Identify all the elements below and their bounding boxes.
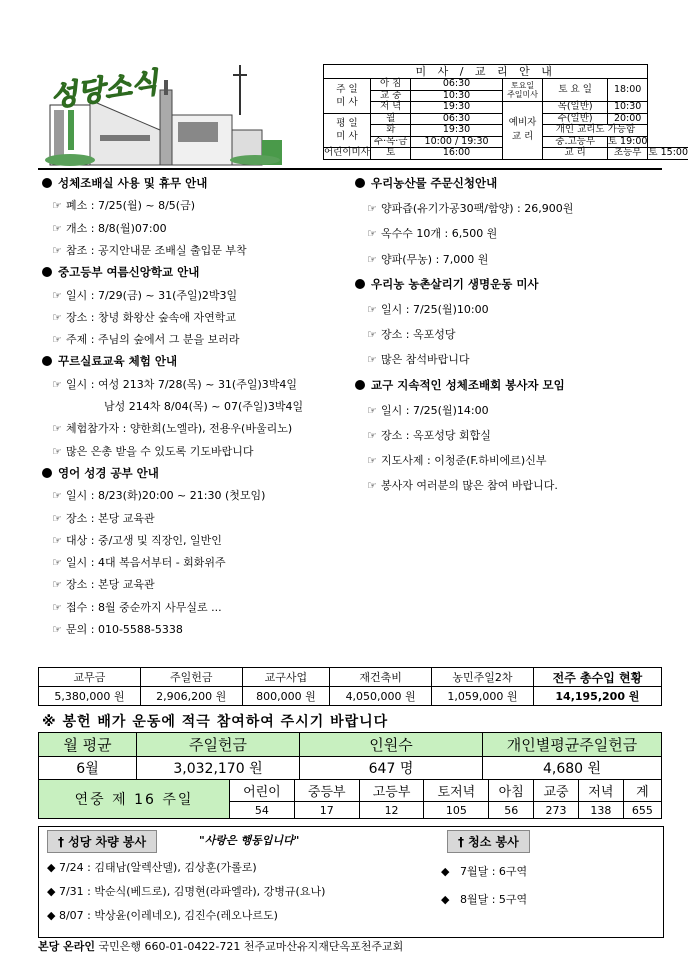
attendance-header: 어린이 [230, 780, 295, 802]
sunday-row-time: 06:30 [411, 79, 502, 91]
notice-item [52, 197, 195, 213]
average-value: 647 명 [300, 757, 483, 780]
catechism-row-time: 10:30 [607, 102, 648, 114]
notice-item [52, 443, 254, 459]
notice-item [367, 251, 488, 267]
pointing-hand-icon: ☞ [367, 202, 377, 216]
sunday-row-name: 교 중 [370, 90, 411, 102]
notice-section-title-text: 성체조배실 사용 및 휴무 안내 [58, 176, 208, 190]
notice-section-title [42, 264, 199, 280]
bullet-icon [355, 178, 365, 188]
pointing-hand-icon: ☞ [52, 333, 62, 347]
pointing-hand-icon: ☞ [52, 556, 62, 570]
catechism-row-name: 목(일반) [543, 102, 607, 114]
car-service-item: ◆ 8/07 : 박상윤(이레네오), 김진수(레오나르도) [47, 909, 278, 922]
notice-item [52, 376, 297, 392]
car-service-item-text: 8/07 : 박상윤(이레네오), 김진수(레오나르도) [58, 909, 278, 922]
notice-item-text: 장소 : 옥포성당 회합실 [381, 429, 491, 442]
notice-item-text: 주제 : 주님의 숲에서 그 분을 보러라 [66, 333, 240, 347]
pointing-hand-icon: ☞ [52, 578, 62, 592]
weekday-row-name: 화 [370, 125, 411, 137]
pointing-hand-icon: ☞ [367, 479, 377, 493]
notice-item [52, 487, 265, 503]
notice-item-text: 많은 은총 받을 수 있도록 기도바랍니다 [66, 444, 254, 458]
offering-appeal: ※ 봉헌 배가 운동에 적극 참여하여 주시기 바랍니다 [42, 714, 389, 730]
notice-section-title-text: 꾸르실료교육 체험 안내 [58, 354, 178, 369]
bullet-icon [42, 267, 52, 277]
cleaning-service-title: † 청소 봉사 [447, 830, 530, 853]
weekday-wedfri-name: 수·목·금 [370, 136, 411, 148]
notice-section-title [42, 465, 159, 481]
notice-item [52, 420, 292, 436]
notice-section-title [355, 377, 565, 393]
bullet-icon [42, 356, 52, 366]
attendance-value: 56 [489, 802, 534, 819]
finance-header: 농민주일2차 [432, 668, 534, 687]
pointing-hand-icon: ☞ [52, 310, 62, 324]
catechism-row-name: 수(일반) [543, 113, 607, 125]
pointing-hand-icon: ☞ [367, 353, 377, 367]
notice-item-text: 대상 : 중/고생 및 직장인, 일반인 [66, 533, 222, 547]
finance-value: 5,380,000 원 [39, 687, 141, 706]
pointing-hand-icon: ☞ [52, 199, 62, 213]
car-service-title: † 성당 차량 봉사 [47, 830, 157, 853]
attendance-value: 138 [578, 802, 623, 819]
finance-value: 4,050,000 원 [330, 687, 432, 706]
saturday-mass-label: 토요일 주일미사 [502, 79, 543, 102]
finance-total-value: 14,195,200 원 [533, 687, 661, 706]
sunday-mass-label: 주 일 미 사 [324, 79, 371, 114]
notice-section-title [355, 276, 539, 292]
weekday-wedfri-time: 10:00 / 19:30 [411, 136, 502, 148]
pointing-hand-icon: ☞ [367, 303, 377, 316]
notice-item [367, 326, 455, 342]
catechism-row-time: 20:00 [607, 113, 648, 125]
notice-item-text: 옥수수 10개 : 6,500 원 [381, 227, 498, 241]
weekday-row-time: 19:30 [411, 125, 502, 137]
attendance-value: 54 [230, 802, 295, 819]
notice-item-text: 장소 : 옥포성당 [381, 328, 456, 342]
notice-section-title [42, 175, 207, 191]
pointing-hand-icon: ☞ [52, 533, 62, 547]
notice-item-text: 개소 : 8/8(월)07:00 [66, 221, 167, 235]
average-value: 6월 [39, 757, 137, 780]
cleaning-service-item: ◆ 7월달 : 6구역 [441, 865, 528, 878]
cleaning-service-item-text: 8월달 : 5구역 [459, 893, 528, 906]
notice-item [367, 200, 573, 216]
logo-title: 성당소식 [48, 65, 161, 114]
bullet-icon [42, 468, 52, 478]
notice-item [52, 532, 222, 548]
notice-section-title-text: 우리농산물 주문신청안내 [371, 176, 498, 190]
notice-section-title-text: 영어 성경 공부 안내 [58, 465, 159, 480]
notice-item-text: 장소 : 창녕 화왕산 숲속애 자연학교 [66, 310, 236, 324]
catechism-row-name: 중.고등부 [543, 136, 607, 148]
average-value: 4,680 원 [483, 757, 662, 780]
average-header: 인원수 [300, 733, 483, 757]
attendance-value: 105 [424, 802, 489, 819]
pointing-hand-icon: ☞ [52, 511, 62, 525]
average-header: 주일헌금 [137, 733, 300, 757]
car-service-item-text: 7/31 : 박순식(베드로), 김명현(라파엘라), 강병규(요나) [58, 885, 326, 898]
notice-item-text: 일시 : 7/29(금) ~ 31(주일)2박3일 [66, 288, 238, 302]
notice-item [52, 510, 155, 526]
notice-item-text: 일시 : 8/23(화)20:00 ~ 21:30 (첫모임) [66, 489, 266, 503]
notice-item-text: 봉사자 여러분의 많은 참여 바랍니다. [381, 479, 558, 493]
attendance-value: 12 [359, 802, 424, 819]
notice-item [367, 402, 489, 418]
notice-item-text: 지도사제 : 이청준(F.하비에르)신부 [381, 454, 547, 468]
finance-value: 800,000 원 [242, 687, 330, 706]
pointing-hand-icon: ☞ [52, 623, 62, 636]
catechism-row-time: 토 19:00 [607, 135, 648, 147]
notice-item [367, 351, 470, 367]
footer-label: 본당 온라인 [38, 940, 95, 953]
notice-item-text: 문의 : 010-5588-5338 [66, 623, 183, 636]
elementary-label: 교 리 [543, 148, 607, 160]
car-service-item: ◆ 7/31 : 박순식(베드로), 김명현(라파엘라), 강병규(요나) [47, 885, 326, 898]
notice-item [367, 225, 497, 241]
attendance-value: 273 [534, 802, 579, 819]
notice-item-text: 일시 : 여성 213차 7/28(목) ~ 31(주일)3박4일 [66, 377, 298, 391]
average-value: 3,032,170 원 [137, 757, 300, 780]
notice-item [104, 398, 303, 414]
weekday-mass-label: 평 일 미 사 [324, 113, 371, 148]
pointing-hand-icon: ☞ [367, 429, 377, 442]
notice-item [367, 452, 546, 468]
notice-item [367, 301, 489, 317]
attendance-value: 655 [623, 802, 661, 819]
parish-logo [40, 60, 290, 170]
notice-section-title-text: 우리농 농촌살리기 생명운동 미사 [371, 276, 539, 291]
saturday-time: 18:00 [607, 79, 648, 102]
car-service-motto: "사랑은 행동입니다" [199, 834, 300, 847]
notice-item-text: 남성 214차 8/04(목) ~ 07(주일)3박4일 [104, 400, 304, 413]
finance-table [38, 667, 662, 706]
pointing-hand-icon: ☞ [367, 403, 377, 417]
header-divider [38, 168, 662, 170]
notice-item [367, 477, 558, 493]
notice-item-text: 장소 : 본당 교육관 [66, 511, 155, 525]
weekday-row-time: 06:30 [411, 113, 502, 125]
finance-header: 재건축비 [330, 668, 432, 687]
sunday-row-name: 저 녁 [370, 102, 411, 114]
children-mass-day: 토 [370, 148, 411, 160]
pointing-hand-icon: ☞ [52, 221, 62, 235]
notice-item [52, 331, 239, 347]
notice-item-text: 참조 : 공지안내문 조배실 출입문 부착 [66, 243, 247, 257]
saturday-day: 토 요 일 [543, 79, 607, 102]
attendance-header: 교중 [534, 780, 579, 802]
attendance-header: 아침 [489, 780, 534, 802]
pointing-hand-icon: ☞ [367, 252, 377, 266]
cleaning-service-item-text: 7월달 : 6구역 [459, 865, 528, 878]
notice-item [52, 309, 236, 325]
notice-item-text: 일시 : 7/25(월)10:00 [381, 303, 489, 316]
finance-header: 교구사업 [242, 668, 330, 687]
attendance-header: 저녁 [578, 780, 623, 802]
average-header: 개인별평균주일헌금 [483, 733, 662, 757]
attendance-header: 토저녁 [424, 780, 489, 802]
notice-item-text: 체험참가자 : 양한희(노엘라), 전용우(바울리노) [66, 422, 293, 436]
attendance-value: 17 [294, 802, 359, 819]
sunday-row-time: 19:30 [411, 102, 502, 114]
notice-section-title [42, 353, 177, 369]
car-service-item-text: 7/24 : 김태남(알렉산델), 김상훈(가롤로) [58, 861, 257, 874]
cleaning-service-item: ◆ 8월달 : 5구역 [441, 893, 528, 906]
bullet-icon [355, 380, 365, 390]
notice-item-text: 일시 : 7/25(월)14:00 [381, 403, 489, 417]
notice-item [52, 220, 167, 236]
pointing-hand-icon: ☞ [52, 444, 62, 458]
attendance-table [38, 779, 662, 819]
bullet-icon [42, 178, 52, 188]
notice-item-text: 양파(무농) : 7,000 원 [381, 252, 489, 266]
notice-item [52, 554, 226, 570]
notice-section-title [355, 175, 497, 191]
notice-section-title-text: 교구 지속적인 성체조배회 봉사자 모임 [371, 377, 565, 392]
pointing-hand-icon: ☞ [52, 243, 62, 257]
pointing-hand-icon: ☞ [52, 422, 62, 436]
notice-item-text: 일시 : 4대 복음서부터 - 회화위주 [66, 556, 226, 570]
notice-item-text: 장소 : 본당 교육관 [66, 578, 155, 592]
average-header: 월 평균 [39, 733, 137, 757]
pointing-hand-icon: ☞ [367, 328, 377, 342]
notice-item [52, 242, 247, 258]
attendance-header: 계 [623, 780, 661, 802]
finance-header: 교무금 [39, 668, 141, 687]
average-table [38, 732, 662, 780]
notice-section-title-text: 중고등부 여름신앙학교 안내 [58, 265, 200, 280]
catechism-row-name: 개인 교리도 가능함 [543, 125, 648, 137]
mass-schedule-table [323, 64, 688, 160]
finance-value: 1,059,000 원 [432, 687, 534, 706]
footer [38, 938, 662, 954]
pointing-hand-icon: ☞ [52, 288, 62, 302]
weekday-row-name: 월 [370, 113, 411, 125]
catechism-label: 예비자 교 리 [502, 102, 543, 160]
notice-item [52, 599, 222, 615]
footer-account: 국민은행 660-01-0422-721 천주교마산유지재단옥포천주교회 [98, 940, 404, 953]
elementary-name: 초등부 [607, 148, 648, 160]
pointing-hand-icon: ☞ [52, 489, 62, 503]
notice-item-text: 접수 : 8월 중순까지 사무실로 ... [66, 600, 222, 614]
attendance-label: 연중 제 16 주일 [39, 780, 230, 819]
notice-item [52, 576, 155, 592]
notice-item-text: 양파즙(유기가공30팩/함양) : 26,900원 [381, 202, 574, 216]
sunday-row-time: 10:30 [411, 90, 502, 102]
finance-header: 주일헌금 [140, 668, 242, 687]
elementary-time: 토 15:00 [648, 147, 688, 159]
notice-item [52, 287, 237, 303]
bullet-icon [355, 279, 365, 289]
attendance-header: 고등부 [359, 780, 424, 802]
service-box [38, 826, 664, 938]
pointing-hand-icon: ☞ [367, 454, 377, 468]
pointing-hand-icon: ☞ [367, 227, 377, 241]
attendance-header: 중등부 [294, 780, 359, 802]
finance-total-label: 전주 총수입 현황 [533, 668, 661, 687]
notice-item-text: 많은 참석바랍니다 [381, 353, 470, 367]
children-mass-time: 16:00 [411, 148, 502, 160]
children-mass-label: 어린이미사 [324, 147, 370, 159]
car-service-item: ◆ 7/24 : 김태남(알렉산델), 김상훈(가롤로) [47, 861, 257, 874]
finance-value: 2,906,200 원 [140, 687, 242, 706]
pointing-hand-icon: ☞ [52, 377, 62, 391]
notice-item [367, 427, 491, 443]
sunday-row-name: 아 침 [370, 79, 411, 91]
notice-item [52, 621, 183, 637]
notice-item-text: 폐소 : 7/25(월) ~ 8/5(금) [66, 199, 195, 213]
mass-schedule-title: 미 사 / 교 리 안 내 [324, 65, 648, 79]
pointing-hand-icon: ☞ [52, 600, 62, 614]
